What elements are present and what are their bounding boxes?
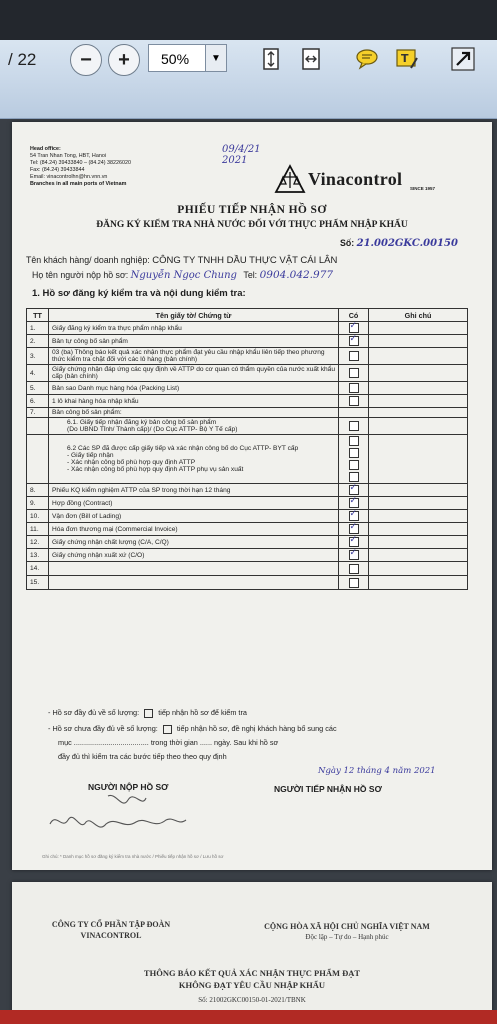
table-row [27,322,468,335]
taskbar-edge [0,1010,497,1024]
fit-page-button[interactable] [258,46,284,72]
table-body [27,322,468,590]
row-checkbox-cell [339,348,369,365]
incomplete-checkbox[interactable] [163,725,172,734]
row-checkbox-cell [339,365,369,382]
row-checkbox[interactable] [349,460,359,470]
row-note [369,382,468,395]
complete-checkbox[interactable] [144,709,153,718]
row-number: 2. [27,335,49,348]
highlight-icon [394,46,420,72]
row-document: Vận đơn (Bill of Lading) [49,510,339,523]
row-checkbox[interactable] [349,396,359,406]
table-row [27,335,468,348]
row-checkbox[interactable] [349,323,359,333]
row-checkbox[interactable] [349,485,359,495]
fit-page-icon [258,46,284,72]
row-number: 5. [27,382,49,395]
notice-title-2: KHÔNG ĐẠT YÊU CẦU NHẬP KHẨU [178,980,326,990]
row-note [369,365,468,382]
row-number: 6. [27,395,49,408]
page-count: / 22 [8,50,37,69]
logo-since: SINCE 1957 [410,186,436,191]
document-page-2 [12,882,492,1024]
header-document: Tên giấy tờ/ Chứng từ [49,309,339,322]
row-number: 8. [27,484,49,497]
table-row [27,497,468,510]
zoom-out-button[interactable] [70,44,102,76]
fit-width-icon [298,46,324,72]
row-checkbox-cell [339,395,369,408]
row-document [49,576,339,590]
row-checkbox[interactable] [349,472,359,482]
row-number: 7. [27,408,49,418]
row-checkbox-cell [339,335,369,348]
row-checkbox-cell [339,382,369,395]
expand-icon [450,46,476,72]
foot-line-3: mục ..................................... trong thời gian ...... ngày. Sau khi hồ sơ [58,738,279,747]
head-office-line: Head office: [30,146,61,152]
row-checkbox-cell [339,418,369,435]
table-row [27,562,468,576]
head-office-info [30,146,131,188]
submitter-label: Họ tên người nộp hồ sơ: [32,270,129,280]
fit-width-button[interactable] [298,46,324,72]
zoom-in-button[interactable] [108,44,140,76]
org-name-line-1: CÔNG TY CỔ PHẦN TẬP ĐOÀN [51,920,171,929]
highlight-button[interactable] [394,46,420,72]
customer-value: CÔNG TY TNHH DẦU THỰC VẬT CÁI LÂN [152,255,338,266]
row-note [369,335,468,348]
row-note [369,510,468,523]
row-document: Giấy chứng nhận xuất xứ (C/O) [49,549,339,562]
table-header-row [27,309,468,322]
scales-logo-icon [274,164,306,194]
fullscreen-button[interactable] [450,46,476,72]
head-office-line: 54 Tran Nhan Tong, HBT, Hanoi [30,153,107,159]
row-document: 6.1. Giấy tiếp nhận đăng ký bản công bố sản phẩm (Do UBND Tỉnh/ Thành cấp)/ (Do Cục ATTP- Bộ Y Tế cấp) [49,418,339,435]
row-checkbox[interactable] [349,511,359,521]
complete-text: tiếp nhận hồ sơ để kiểm tra [158,708,247,717]
date-line: Ngày 12 tháng 4 năm 2021 [318,766,436,776]
org-name-line-2: VINACONTROL [80,931,142,940]
documents-table [26,308,468,590]
header-tt: TT [27,309,49,322]
row-note [369,484,468,497]
notice-title-1: THÔNG BÁO KẾT QUẢ XÁC NHẬN THỰC PHẨM ĐẠT [143,968,361,978]
header-note: Ghi chú [369,309,468,322]
submitter-value: Nguyễn Ngọc Chung [130,270,237,281]
zoom-dropdown-button[interactable] [205,44,227,72]
complete-label: - Hồ sơ đầy đủ về số lượng: [48,708,140,717]
footnote: Ghi chú: * Danh mục hồ sơ đăng ký kiểm tra nhà nước / Phiếu tiếp nhận hồ sơ / Lưu hồ sơ [42,854,224,859]
table-row [27,395,468,408]
screen-bezel [0,0,497,40]
logo-text: Vinacontrol [308,168,403,189]
table-row [27,576,468,590]
row-number: 4. [27,365,49,382]
tel-value: 0904.042.977 [259,269,334,281]
row-note [369,562,468,576]
row-document: Hợp đồng (Contract) [49,497,339,510]
row-number: 15. [27,576,49,590]
notice-number: Số: 21002GKC00150-01-2021/TBNK [198,996,306,1004]
row-note [369,576,468,590]
row-note [369,418,468,435]
customer-line [26,255,337,266]
row-number: 9. [27,497,49,510]
row-note [369,408,468,418]
row-checkbox-cell [339,576,369,590]
national-motto-1: CỘNG HÒA XÃ HỘI CHỦ NGHĨA VIỆT NAM [264,922,430,931]
header-co: Có [339,309,369,322]
row-checkbox[interactable] [349,578,359,588]
row-document: Giấy chứng nhận chất lượng (C/A, C/Q) [49,536,339,549]
incomplete-line [48,724,337,734]
table-row [27,348,468,365]
number-label-text: Số: [340,238,355,248]
row-document: Phiếu KQ kiểm nghiệm ATTP của SP trong thời hạn 12 tháng [49,484,339,497]
row-checkbox[interactable] [349,383,359,393]
row-document: 6.2 Các SP đã được cấp giấy tiếp và xác nhận công bố do Cục ATTP- BYT cấp - Giấy tiếp nhận - Xác nhận công bố phù hợp quy định ATTP - Xác nhận công bố phù hợp quy định ATTP phụ vụ sản xuất [49,435,339,484]
row-checkbox[interactable] [349,498,359,508]
table-row [27,365,468,382]
signature [46,790,196,850]
section-title: 1. Hồ sơ đăng ký kiểm tra và nội dung kiểm tra: [32,288,246,299]
zoom-out-icon: − [80,48,92,71]
row-note [369,348,468,365]
row-checkbox[interactable] [349,351,359,361]
row-checkbox[interactable] [349,368,359,378]
svg-text:T: T [401,52,409,65]
row-document: 03 (ba) Thông báo kết quả xác nhận thực phẩm đạt yêu cầu nhập khẩu liên tiếp theo phương thức kiểm tra chặt đối với các lô hàng (bản chính) [49,348,339,365]
foot-line-4: đầy đủ thì kiểm tra các bước tiếp theo theo quy định [58,752,227,761]
row-note [369,497,468,510]
row-checkbox[interactable] [349,421,359,431]
national-motto-2: Độc lập – Tự do – Hạnh phúc [305,933,389,941]
row-checkbox[interactable] [349,550,359,560]
complete-line [48,708,247,718]
chevron-down-icon: ▼ [211,53,221,64]
row-checkbox[interactable] [349,564,359,574]
document-title: PHIẾU TIẾP NHẬN HỒ SƠ [177,204,327,216]
submitter-line [32,269,333,281]
row-document: Bản công bố sản phẩm: [49,408,339,418]
row-number: 11. [27,523,49,536]
document-page [12,122,492,870]
row-number [27,435,49,484]
row-number: 14. [27,562,49,576]
table-row [27,549,468,562]
row-checkbox[interactable] [349,336,359,346]
vinacontrol-logo [274,164,402,194]
row-number: 13. [27,549,49,562]
head-office-line: Tel: (84.24) 39433840 – (84.24) 38226020 [30,160,132,166]
row-number: 3. [27,348,49,365]
submitter-signature-label: NGƯỜI NỘP HỒ SƠ [88,782,169,792]
table-row [27,408,468,418]
row-document: Giấy đăng ký kiểm tra thực phẩm nhập khẩu [49,322,339,335]
head-office-line: Email: vinacontrolhn@hn.vnn.vn [30,174,108,180]
number-value: 21.002GKC.00150 [356,238,458,249]
head-office-line: Branches in all main ports of Vietnam [30,181,127,187]
row-note [369,322,468,335]
row-checkbox[interactable] [349,436,359,446]
row-note [369,435,468,484]
row-document: Bản sao Danh mục hàng hóa (Packing List) [49,382,339,395]
row-note [369,536,468,549]
zoom-in-icon: + [118,48,130,71]
row-document: Giấy chứng nhận đáp ứng các quy định về ATTP do cơ quan có thẩm quyền của nước xuất khẩu cấp (bản chính) [49,365,339,382]
row-checkbox-cell [339,435,369,484]
handwritten-date: 09/4/21 2021 [222,144,261,166]
table-row [27,536,468,549]
row-checkbox-cell [339,562,369,576]
row-document [49,562,339,576]
row-checkbox-cell [339,549,369,562]
row-number: 12. [27,536,49,549]
row-checkbox[interactable] [349,524,359,534]
row-checkbox[interactable] [349,448,359,458]
head-office-line: Fax: (84.24) 39433844 [30,167,85,173]
table-row [27,484,468,497]
table-row [27,382,468,395]
row-number [27,418,49,435]
incomplete-label: - Hồ sơ chưa đầy đủ về số lượng: [48,724,158,733]
row-document: Hóa đơn thương mại (Commercial Invoice) [49,523,339,536]
row-note [369,523,468,536]
document-subtitle: ĐĂNG KÝ KIỂM TRA NHÀ NƯỚC ĐỐI VỚI THỰC PHẨM NHẬP KHẨU [96,220,408,230]
row-document: 1 lô khai hàng hóa nhập khẩu [49,395,339,408]
row-note [369,549,468,562]
row-checkbox[interactable] [349,537,359,547]
row-number: 1. [27,322,49,335]
customer-label: Tên khách hàng/ doanh nghiệp: [26,255,150,265]
incomplete-text: tiếp nhận hồ sơ, đề nghị khách hàng bổ sung các [176,724,337,733]
row-document: Bản tự công bố sản phẩm [49,335,339,348]
comment-icon [354,46,380,72]
comment-button[interactable] [354,46,380,72]
table-row [27,418,468,435]
number-label [340,238,458,249]
table-row [27,435,468,484]
row-checkbox-cell [339,408,369,418]
table-row [27,510,468,523]
tel-label: Tel: [243,270,258,280]
row-number: 10. [27,510,49,523]
zoom-input[interactable]: 50% [148,44,206,72]
receiver-signature-label: NGƯỜI TIẾP NHẬN HỒ SƠ [274,784,382,794]
table-row [27,523,468,536]
row-note [369,395,468,408]
